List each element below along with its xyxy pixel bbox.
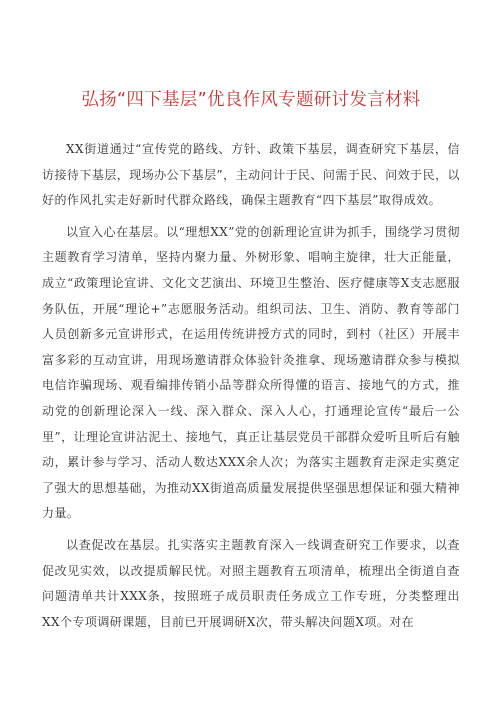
paragraph-investigation: 以查促改在基层。扎实落实主题教育深入一线调查研究工作要求，以查促改见实效，以改提质解民忧。对照主题教育五项清单，梳理出全街道自查问题清单共计XXX条，按照班子成员职责任务成立工作专班，分类整理出XX个专项调研课题，目前已开展调研X次，带头解决问题X项。对在 xyxy=(42,537,460,629)
paragraph-intro: XX街道通过“宣传党的路线、方针、政策下基层，调查研究下基层，信访接待下基层，现场办公下基层”，主动问计于民、问需于民、问效于民，以好的作风扎实走好新时代群众路线，确保主题教育“四下基层”取得成效。 xyxy=(42,142,460,208)
document-title: 弘扬“四下基层”优良作风专题研讨发言材料 xyxy=(81,90,421,110)
paragraph-publicity: 以宣入心在基层。以“理想XX”党的创新理论宣讲为抓手，围绕学习贯彻主题教育学习清单，坚持内聚力量、外树形象、唱响主旋律，壮大正能量，成立“政策理论宣讲、文化文艺演出、环境卫生整治、医疗健康等X支志愿服务队伍，开展“理论+”志愿服务活动。组织司法、卫生、消防、教育等部门人员创新多元宣讲形式，在运用传统讲授方式的同时，到村（社区）开展丰富多彩的互动宣讲，用现场邀请群众体验针灸推拿、现场邀请群众参与模拟电信诈骗现场、观看编排传销小品等群众所得懂的语言、接地气的方式，推动党的创新理论深入一线、深入群众、深入人心，打通理论宣传“最后一公里”，让理论宣讲沾泥土、接地气，真正让基层党员干部群众爱听且听后有触动，累计参与学习、活动人数达XXX余人次；为落实主题教育走深走实奠定了强大的思想基础，为推动XX街道高质量发展提供坚强思想保证和强大精神力量。 xyxy=(42,224,460,521)
document-body xyxy=(42,137,460,635)
